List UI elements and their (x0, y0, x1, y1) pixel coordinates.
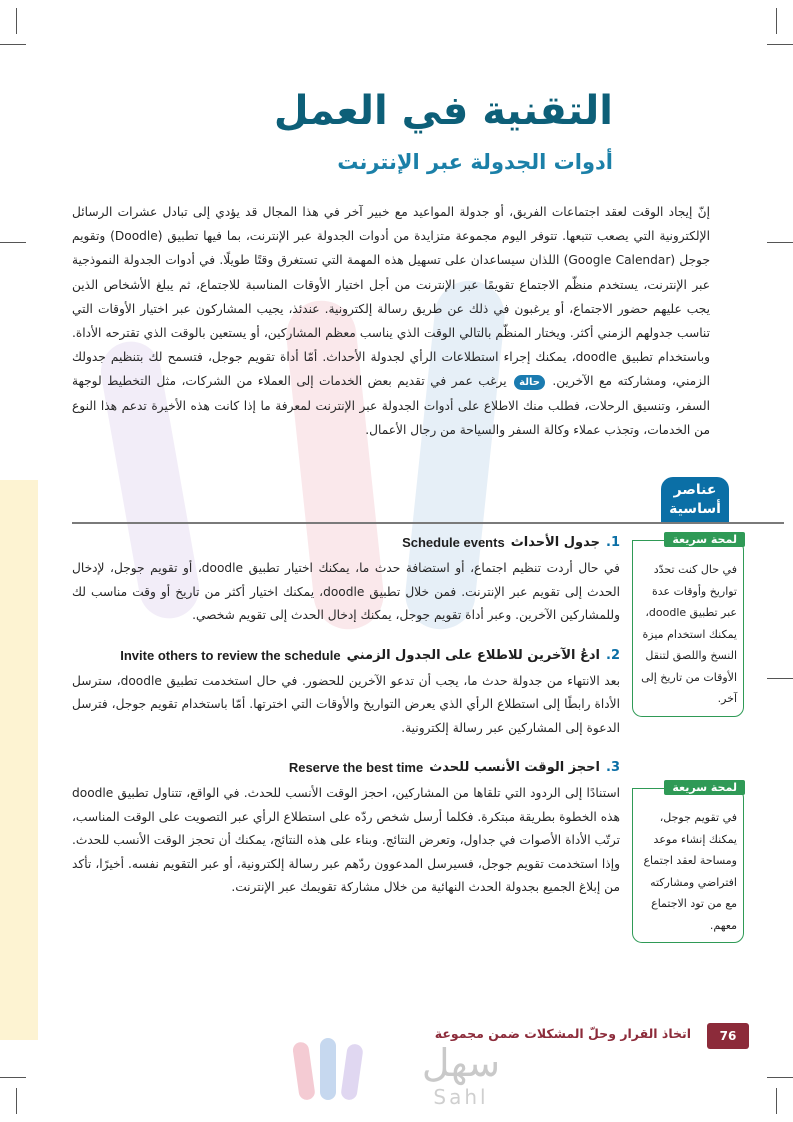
intro-paragraph (72, 200, 710, 442)
quick-tip-tag: لمحة سريعة (664, 780, 745, 795)
step-title-ar: جدول الأحداث (510, 535, 600, 550)
chapter-title: اتخاذ القرار وحلّ المشكلات ضمن مجموعة (434, 1026, 691, 1041)
step-title-ar: ادعُ الآخرين للاطلاع على الجدول الزمني (346, 647, 600, 663)
logo-text-en: Sahl (433, 1085, 489, 1109)
step-heading (72, 531, 620, 555)
steps-list (72, 531, 620, 916)
crop-mark (767, 1077, 793, 1078)
crop-mark (776, 8, 777, 34)
case-badge: حالة (514, 375, 545, 390)
step-title-en: Reserve the best time (288, 760, 424, 775)
page-subtitle: أدوات الجدولة عبر الإنترنت (337, 150, 613, 174)
crop-mark (16, 1088, 17, 1114)
step-heading (72, 644, 620, 668)
step-body: في حال أردت تنظيم اجتماع، أو استضافة حدث ما، يمكنك اختيار تطبيق doodle، أو تقويم جوجل، لإدخال الحدث إلى تقويم عبر الإنترنت. فمن خلال تطبيق doodle، يمكنك اختيار أكثر من تاريخ أو وقت مناسب لك وللمشاركين الآخرين. وعبر أداة تقويم جوجل، يمكنك إدخال الحدث إلى تقويم شخصي. (72, 561, 620, 622)
side-stripe (0, 480, 38, 1040)
logo-bar-purple (340, 1043, 364, 1101)
step-title-en: Schedule events (402, 535, 505, 550)
section-divider (72, 522, 784, 524)
key-elements-line2: أساسية (669, 501, 721, 517)
crop-mark (0, 44, 26, 45)
crop-mark (16, 8, 17, 34)
quick-tip-tag: لمحة سريعة (664, 532, 745, 547)
crop-mark (767, 44, 793, 45)
quick-tip-text: في تقويم جوجل، يمكنك إنشاء موعد ومساحة لعقد اجتماع افتراضي ومشاركته مع من تود الاجتماع معهم. (643, 811, 737, 932)
step-title-en: Invite others to review the schedule (120, 647, 341, 663)
sahl-logo (286, 1032, 526, 1112)
crop-mark (776, 1088, 777, 1114)
step-item (72, 531, 620, 628)
step-number: 2. (606, 647, 620, 663)
intro-case-text: يرغب عمر في تقديم بعض الخدمات إلى العملاء من الشركات، مثل التخطيط لوجهة السفر، وتنسيق الرحلات، فطلب منك الاطلاع على أدوات الجدولة عبر الإنترنت لمعرفة ما إذا كانت هذه الأخيرة تدعم هذا النوع من الخدمات، وتجذب عملاء وكالة السفر والسياحة من رجال الأعمال. (72, 374, 710, 437)
step-number: 3. (606, 760, 620, 775)
crop-mark (0, 1077, 26, 1078)
step-item (72, 756, 620, 900)
logo-bar-red (292, 1041, 316, 1101)
crop-mark (0, 242, 26, 243)
crop-mark (767, 678, 793, 679)
key-elements-label (661, 477, 729, 522)
step-heading (72, 756, 620, 780)
quick-tip-box (632, 533, 744, 717)
quick-tip-box (632, 781, 744, 943)
logo-bar-blue (320, 1038, 336, 1100)
step-number: 1. (606, 535, 620, 550)
step-item (72, 644, 620, 741)
intro-text: إنّ إيجاد الوقت لعقد اجتماعات الفريق، أو جدولة المواعيد مع خبير آخر في هذا المجال قد يؤدي إلى تبادل عشرات الرسائل الإلكترونية التي يصعب تتبعها. تتوفر اليوم مجموعة متزايدة من أدوات الجدولة عبر الإنترنت، بما فيها تطبيق (Doodle) وتقويم جوجل (Google Calendar) اللذان سيساعدان على تسهيل هذه المهمة التي تستغرق وقتًا طويلًا. في أدوات الجدولة النموذجية عبر الإنترنت، يستخدم منظّم الاجتماع تقويمًا عبر الإنترنت من أجل اختيار الأوقات المناسبة للاجتماع، ثم يبلغ الأشخاص الذين يجب عليهم حضور الاجتماع، أو يرغبون في ذلك عن طريق رسالة إلكترونية. عندئذ، يجيب المشاركون عبر اختيار الأوقات التي تناسب جدولهم الزمني أكثر. ويختار المنظّم بالتالي الوقت الذي يناسب معظم المشاركين، أو يستعين بالوقت الذي تقترحه الأداة. وباستخدام تطبيق doodle، يمكنك إجراء استطلاعات الرأي لجدولة الأحداث. أمّا أداة تقويم جوجل، فتسمح لك بتنظيم جدولك الزمني، ومشاركته مع الآخرين. (72, 205, 711, 389)
logo-text-ar: سهل (421, 1041, 501, 1085)
step-body: استنادًا إلى الردود التي تلقاها من المشاركين، احجز الوقت الأنسب للحدث. في الواقع، تتناول تطبيق doodle هذه الخطوة بطريقة مبتكرة. فكلما أرسل شخص ردّه على استطلاع الرأي عبر التصويت على الوقت المناسب، ترتّب الأداة الأصوات في جداول، وتعرض النتائج. وبناء على هذه النتائج، يمكنك أن تحجز الوقت الأنسب للحدث. وإذا استخدمت تقويم جوجل، فسيرسل المدعوون ردّهم عبر رسالة إلكترونية، أو عبر التقويم نفسه. أخيرًا، تأكد من إبلاغ الجميع بجدولة الحدث النهائية من خلال مشاركة تقويمك عبر الإنترنت. (72, 786, 620, 894)
page-number: 76 (707, 1023, 749, 1049)
quick-tip-text: في حال كنت تحدّد تواريخ وأوقات عدة عبر تطبيق doodle، يمكنك استخدام ميزة النسخ واللصق لتنقل الأوقات من تاريخ إلى آخر. (641, 563, 737, 705)
step-title-ar: احجز الوقت الأنسب للحدث (429, 760, 600, 775)
page-title: التقنية في العمل (273, 88, 613, 134)
crop-mark (767, 242, 793, 243)
key-elements-line1: عناصر (673, 482, 717, 498)
step-body: بعد الانتهاء من جدولة حدث ما، يجب أن تدعو الآخرين للحضور. في حال استخدمت تطبيق doodle، سترسل الأداة رابطًا إلى استطلاع الرأي الذي يعرض التواريخ والأوقات التي اخترتها. أمّا باستخدام تقويم جوجل، فترسل الدعوة إلى المشاركين عبر رسالة إلكترونية. (72, 673, 621, 735)
